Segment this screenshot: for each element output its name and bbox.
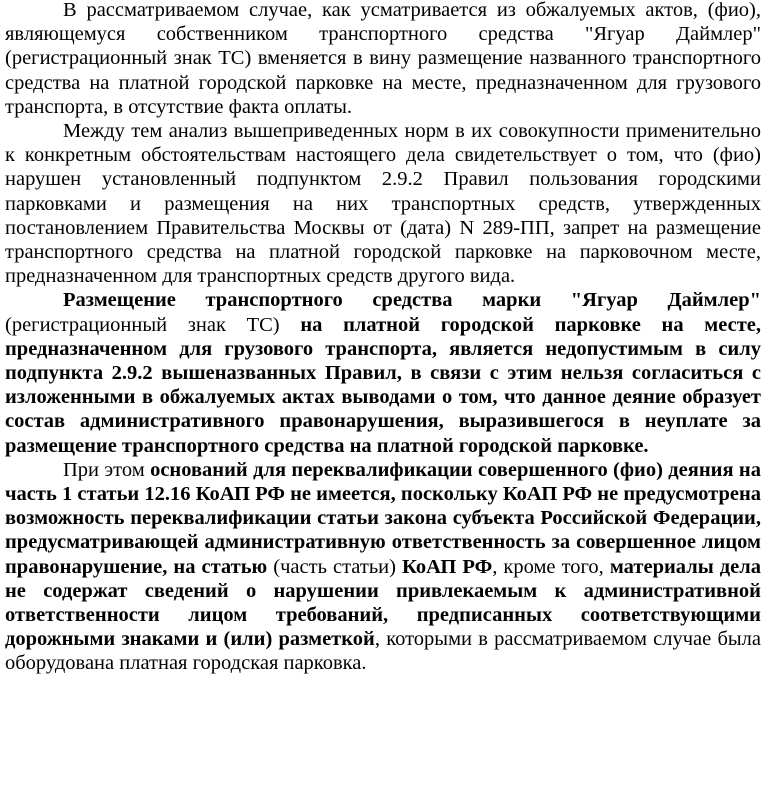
paragraph-4-text-1: При этом	[63, 458, 151, 481]
paragraph-2-text: Между тем анализ вышеприведенных норм в их совокупности применительно к конкретным обстоятельствам настоящего дела свидетельствует о том, что (фио) нарушен установленный подпунктом 2.9.2 Правил пользования городскими парковками и размещения на них транспортных средств, утвержденных постановлением Правительства Москвы от (дата) N 289-ПП, запрет на размещение транспортного средства на платной городской парковке на парковочном месте, предназначенном для транспортных средств другого вида.	[5, 120, 761, 288]
paragraph-3	[5, 288, 761, 457]
paragraph-4-bold-text-2: оснований для переквалификации совершенного (фио) деяния на часть 1 статьи 12.16 КоАП РФ не имеется, поскольку КоАП РФ не предусмотрена возможность переквалификации статьи закона субъекта Российской Федерации, предусматривающей административную ответственность за совершенное лицом правонарушение, на статью	[5, 458, 761, 578]
paragraph-4-bold-text-6: материалы дела не содержат сведений о нарушении привлекаемым к административной ответственности лицом требований, предписанных соответствующими дорожными знаками и (или) разметкой	[5, 555, 761, 651]
paragraph-2	[5, 119, 761, 288]
paragraph-4	[5, 458, 761, 676]
paragraph-1-text: В рассматриваемом случае, как усматривается из обжалуемых актов, (фио), являющемуся собственником транспортного средства "Ягуар Даймлер" (регистрационный знак ТС) вменяется в вину размещение названного транспортного средства на платной городской парковке на месте, предназначенном для грузового транспорта, в отсутствие факта оплаты.	[5, 0, 761, 118]
paragraph-4-text-3: (часть статьи)	[267, 555, 403, 578]
paragraph-1	[5, 0, 761, 119]
paragraph-3-bold-text-3: на платной городской парковке на месте, предназначенном для грузового транспорта, является недопустимым в силу подпункта 2.9.2 вышеназванных Правил, в связи с этим нельзя согласиться с изложенными в обжалуемых актах выводами о том, что данное деяние образует состав административного правонарушения, выразившегося в неуплате за размещение транспортного средства на платной городской парковке.	[5, 313, 761, 457]
paragraph-3-bold-text-1: Размещение транспортного средства марки "Ягуар Даймлер"	[63, 289, 761, 312]
paragraph-4-text-5: , кроме того,	[492, 555, 610, 578]
paragraph-4-bold-text-4: КоАП РФ	[402, 555, 493, 578]
paragraph-4-text-7: , которыми в рассматриваемом случае была оборудована платная городская парковка.	[5, 628, 761, 675]
paragraph-3-text-2: (регистрационный знак ТС)	[5, 313, 301, 336]
